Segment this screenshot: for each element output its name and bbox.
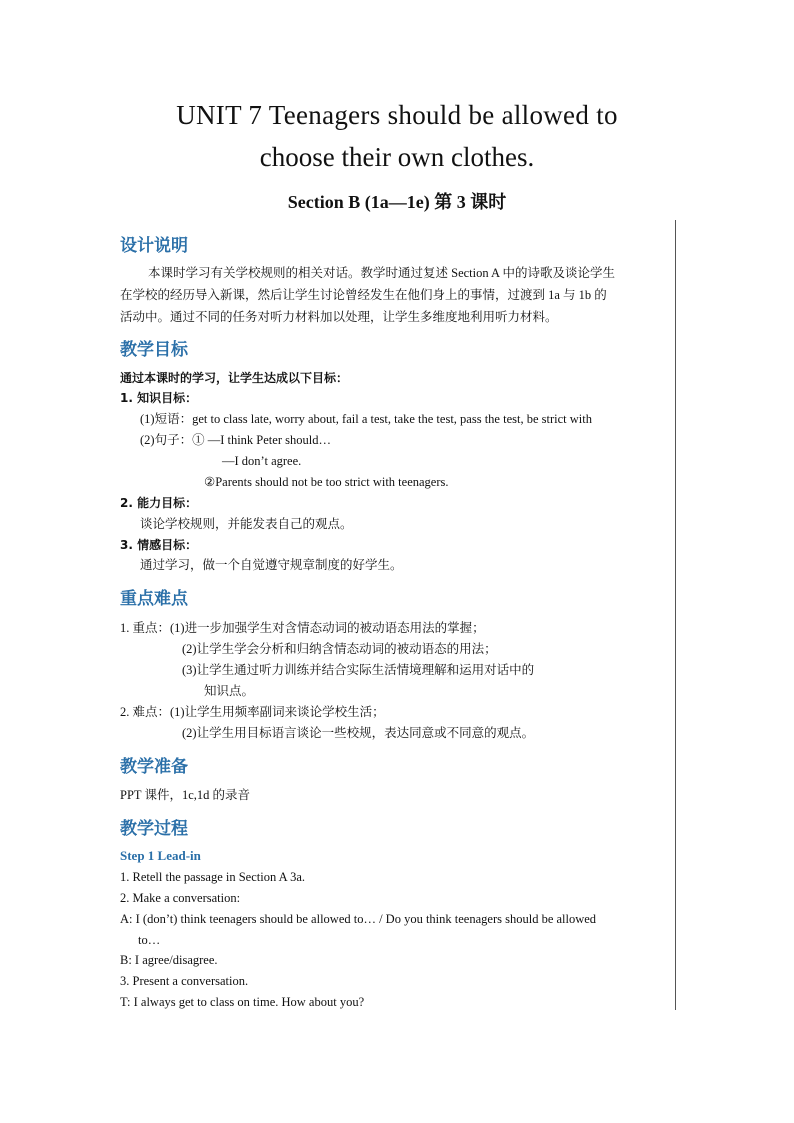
process-heading: 教学过程 [120, 819, 188, 839]
prep-text: PPT 课件，1c,1d 的录音 [120, 788, 250, 802]
design-line-3: 活动中。通过不同的任务对听力材料加以处理，让学生多维度地利用听力材料。 [120, 310, 558, 324]
process-line-2: 2. Make a conversation: [120, 891, 241, 905]
design-line-2: 在学校的经历导入新课，然后让学生讨论曾经发生在他们身上的事情，过渡到 1a 与 1b 的 [120, 288, 607, 302]
knowledge-sentence-1: (2)句子：① —I think Peter should… [140, 433, 331, 447]
goals-intro: 通过本课时的学习，让学生达成以下目标： [120, 371, 349, 385]
process-line-1: 1. Retell the passage in Section A 3a. [120, 870, 306, 884]
process-line-6: 3. Present a conversation. [120, 974, 249, 988]
ability-goal-title: 2. 能力目标： [120, 496, 198, 510]
difficulty-line-2: (2)让学生用目标语言谈论一些校规，表达同意或不同意的观点。 [182, 726, 535, 740]
prep-heading: 教学准备 [120, 757, 188, 777]
section-title: Section B (1a—1e) 第 3 课时 [287, 192, 507, 212]
emotion-goal-text: 通过学习，做一个自觉遵守规章制度的好学生。 [140, 558, 403, 572]
knowledge-sentence-3: ②Parents should not be too strict with teenagers. [204, 475, 449, 489]
process-line-3: A: I (don’t) think teenagers should be allowed to… / Do you think teenagers should be allowed [120, 912, 597, 926]
knowledge-phrases: (1)短语：get to class late, worry about, fail a test, take the test, pass the test, be strict with [140, 412, 592, 426]
process-line-7: T: I always get to class on time. How about you? [120, 995, 365, 1009]
keypoint-line-2: (2)让学生学会分析和归纳含情态动词的被动语态的用法； [182, 642, 497, 656]
design-heading: 设计说明 [120, 236, 188, 256]
goals-heading: 教学目标 [120, 340, 188, 360]
difficulty-line-1: 2. 难点：(1)让学生用频率副词来谈论学校生活； [120, 705, 385, 719]
step1-title: Step 1 Lead-in [120, 848, 201, 863]
keypoint-line-1: 1. 重点：(1)进一步加强学生对含情态动词的被动语态用法的掌握； [120, 621, 485, 635]
process-line-4: to… [138, 933, 161, 947]
ability-goal-text: 谈论学校规则，并能发表自己的观点。 [140, 517, 353, 531]
unit-title-line1: UNIT 7 Teenagers should be allowed to [176, 100, 618, 130]
knowledge-goal-title: 1. 知识目标： [120, 391, 198, 405]
process-line-5: B: I agree/disagree. [120, 953, 218, 967]
keypoints-heading: 重点难点 [120, 589, 188, 609]
knowledge-sentence-2: —I don’t agree. [222, 454, 302, 468]
emotion-goal-title: 3. 情感目标： [120, 538, 198, 552]
unit-title-line2: choose their own clothes. [259, 142, 535, 172]
design-line-1: 本课时学习有关学校规则的相关对话。教学时通过复述 Section A 中的诗歌及谈论学生 [148, 266, 616, 280]
keypoint-line-4: 知识点。 [204, 684, 255, 698]
keypoint-line-3: (3)让学生通过听力训练并结合实际生活情境理解和运用对话中的 [182, 663, 535, 677]
margin-rule [675, 220, 676, 1010]
